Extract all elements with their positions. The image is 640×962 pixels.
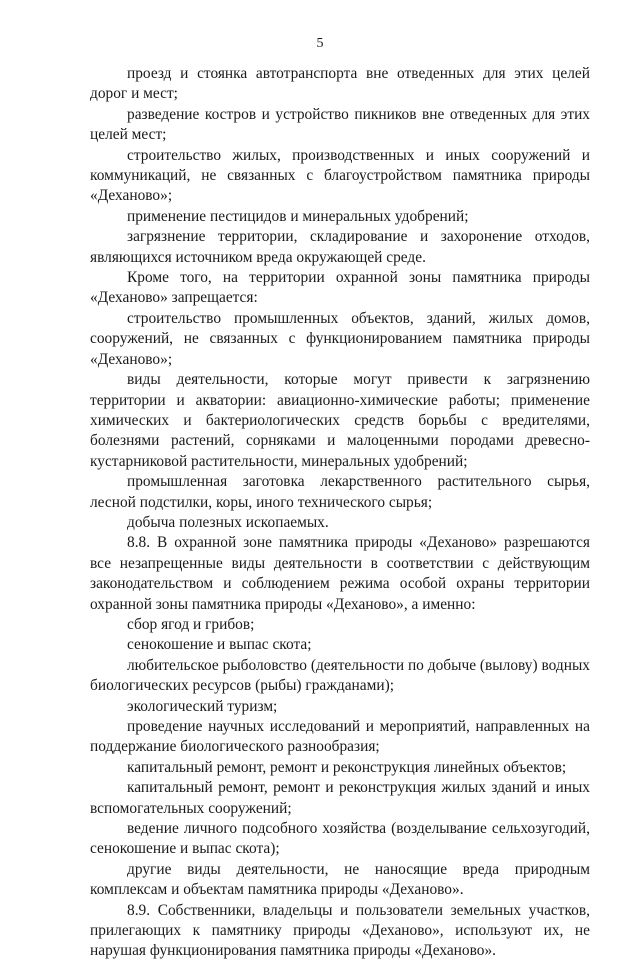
paragraph-allowed-farming: ведение личного подсобного хозяйства (возделывание сельхозугодий, сенокошение и выпас скота); (90, 820, 590, 858)
paragraph-buffer-harvesting: промышленная заготовка лекарственного растительного сырья, лесной подстилки, коры, иного технического сырья; (90, 473, 590, 511)
paragraph-allowed-berries: сбор ягод и грибов; (127, 615, 255, 633)
document-body (90, 64, 590, 962)
paragraph-allowed-haymaking: сенокошение и выпас скота; (127, 636, 312, 654)
paragraph-section-8-8: 8.8. В охранной зоне памятника природы «Деханово» разрешаются все незапрещенные виды деятельности в соответствии с действующим законодательством и соблюдением режима особой охраны территории охранной зоны памятника природы «Деханово», а именно: (90, 534, 590, 613)
paragraph-allowed-fishing: любительское рыболовство (деятельности по добыче (вылову) водных биологических ресурсов (рыбы) гражданами); (90, 656, 590, 695)
paragraph-restriction-transport: проезд и стоянка автотранспорта вне отведенных для этих целей дорог и мест; (90, 65, 590, 103)
paragraph-allowed-tourism: экологический туризм; (127, 697, 278, 715)
paragraph-restriction-pesticides: применение пестицидов и минеральных удобрений; (127, 207, 469, 225)
paragraph-restriction-construction: строительство жилых, производственных и иных сооружений и коммуникаций, не связанных с благоустройством памятника природы «Деханово»; (90, 146, 590, 205)
paragraph-buffer-pollution-activities: виды деятельности, которые могут привести к загрязнению территории и акватории: авиационно-химические работы; применение химических и бактериологических средств борьбы с вредителями, болезнями растений, сорняками и малоценными породами древесно-кустарниковой растительности, минеральных удобрений; (90, 371, 590, 470)
paragraph-allowed-building-repair: капитальный ремонт, ремонт и реконструкция жилых зданий и иных вспомогательных сооружений; (90, 779, 590, 817)
paragraph-allowed-research: проведение научных исследований и мероприятий, направленных на поддержание биологического разнообразия; (90, 718, 590, 756)
paragraph-restriction-fires: разведение костров и устройство пикников вне отведенных для этих целей мест; (90, 105, 590, 144)
page-number: 5 (316, 36, 324, 51)
paragraph-buffer-mining: добыча полезных ископаемых. (127, 513, 329, 531)
paragraph-buffer-zone-intro: Кроме того, на территории охранной зоны памятника природы «Деханово» запрещается: (90, 269, 590, 307)
paragraph-restriction-pollution: загрязнение территории, складирование и захоронение отходов, являющихся источником вреда окружающей среде. (90, 228, 590, 266)
paragraph-section-8-9: 8.9. Собственники, владельцы и пользователи земельных участков, прилегающих к памятнику природы «Деханово», используют их, не нарушая функционирования памятника природы «Деханово». (90, 901, 590, 960)
paragraph-buffer-construction: строительство промышленных объектов, зданий, жилых домов, сооружений, не связанных с функционированием памятника природы «Деханово»; (90, 309, 590, 368)
paragraph-allowed-other: другие виды деятельности, не наносящие вреда природным комплексам и объектам памятника природы «Деханово». (90, 860, 590, 899)
paragraph-allowed-linear-repair: капитальный ремонт, ремонт и реконструкция линейных объектов; (127, 758, 567, 776)
